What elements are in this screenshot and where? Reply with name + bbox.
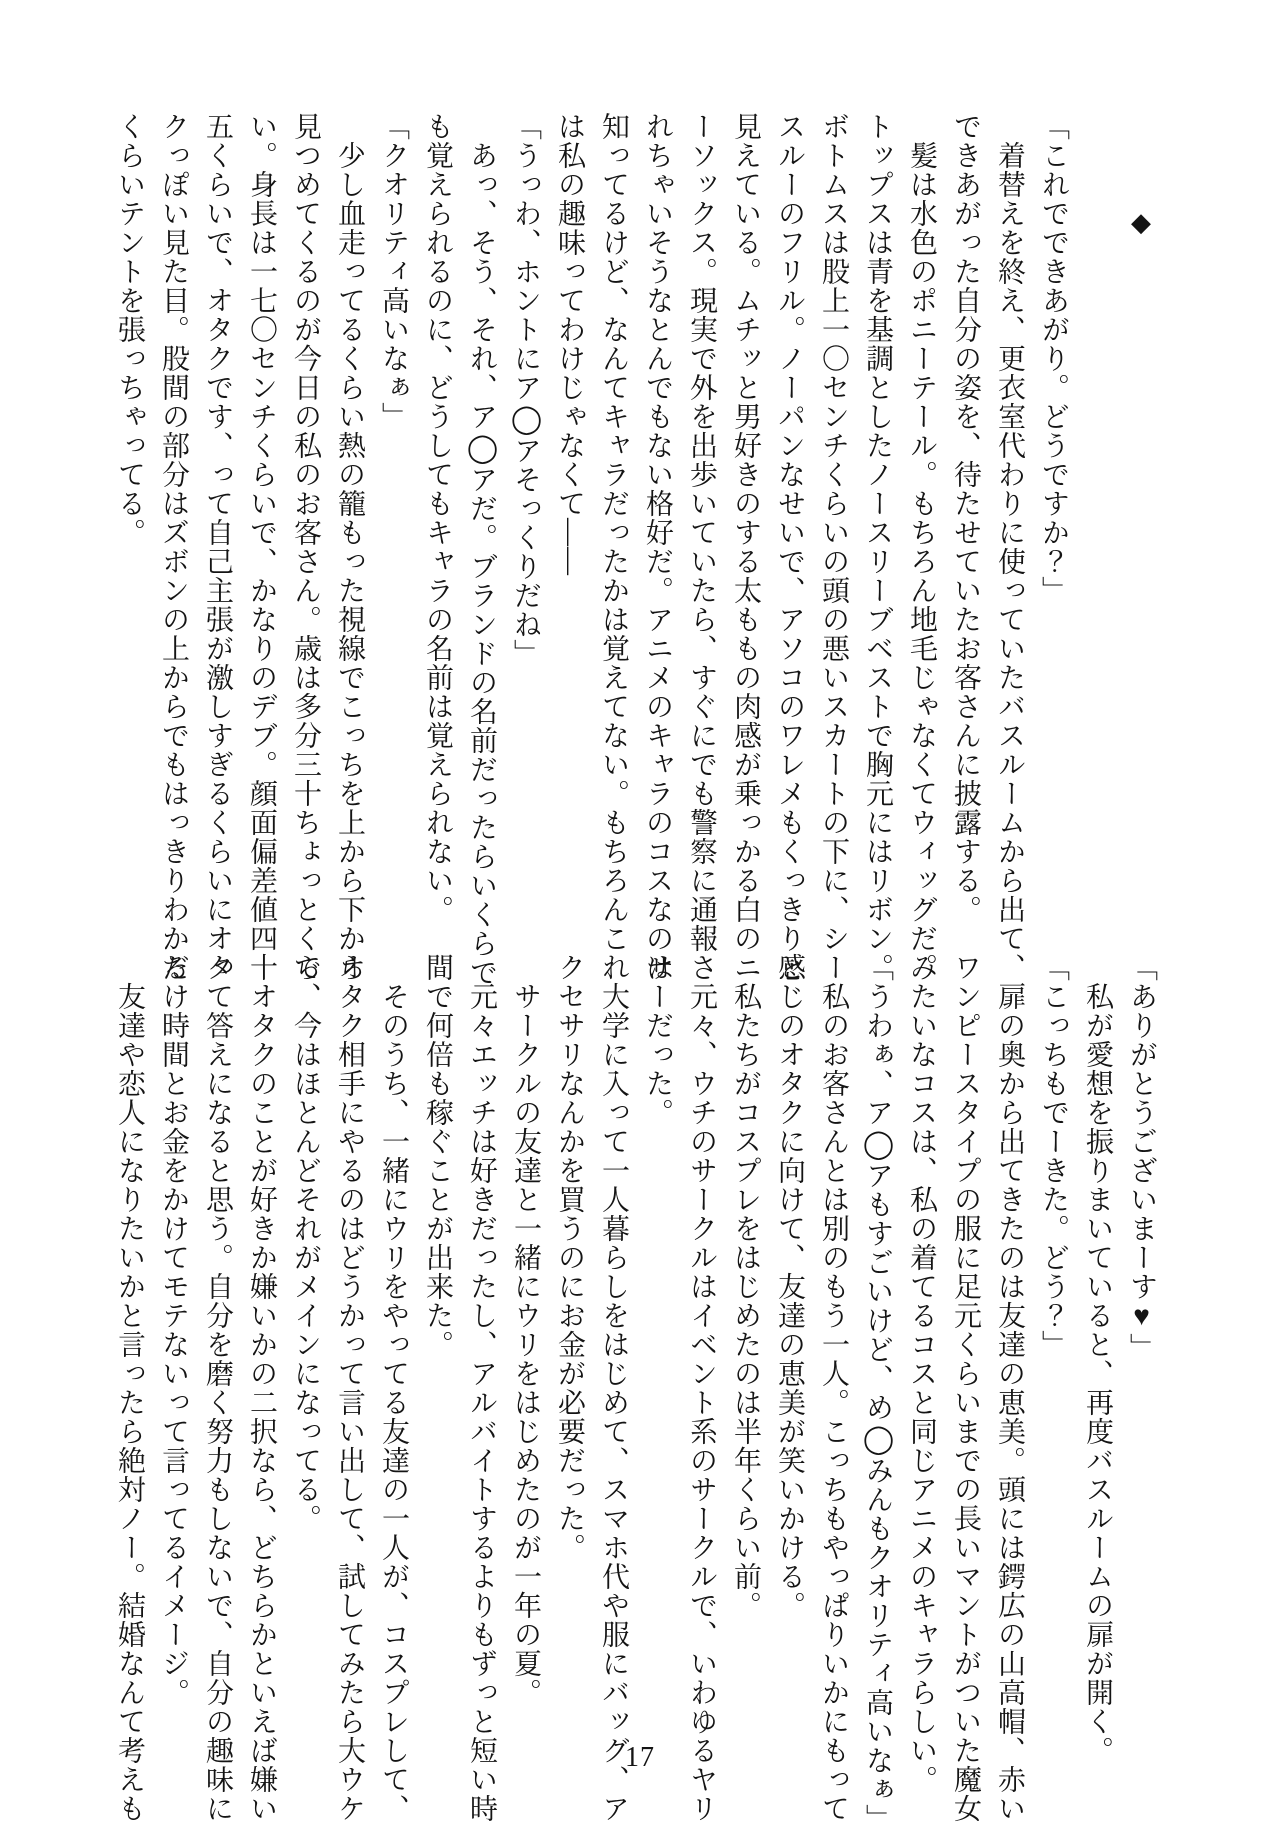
text-line: 友達や恋人になりたいかと言ったら絶対ノー。結婚なんて考えも [114,953,145,1823]
text-line: 「うわぁ、ア◯アもすごいけど、め◯みんもクオリティ高いなぁ」 [862,953,893,1833]
text-line: 私が愛想を振りまいていると、再度バスルームの扉が開く。 [1082,953,1113,1765]
text-line: は私の趣味ってわけじゃなくて―― [554,112,585,576]
top-text-block [107,112,1163,987]
text-line: みたいなコスは、私の着てるコスと同じアニメのキャラらしい。 [906,953,937,1794]
text-line: 「クオリティ高いなぁ」 [378,112,409,431]
text-line: サークルの友達と一緒にウリをはじめたのが一年の夏。 [510,953,541,1707]
text-line: で、今はほとんどそれがメインになってる。 [290,953,321,1533]
text-line: 感じのオタクに向けて、友達の恵美が笑いかける。 [774,953,805,1620]
text-line: できあがった自分の姿を、待たせていたお客さんに披露する。 [950,112,981,924]
text-line: 着替えを終え、更衣室代わりに使っていたバスルームから出て、 [994,112,1025,982]
text-line: あっ、そう、それ、ア◯アだ。ブランドの名前だったらいくらで [466,112,497,987]
text-line: サーだった。 [642,953,673,1127]
text-line: クっぽい見た目。股間の部分はズボンの上からでもはっきりわかる [158,112,189,982]
text-line: 見えている。ムチッと男好きのする太ももの肉感が乗っかる白のニ [730,112,761,982]
text-line: れちゃいそうなとんでもない格好だ。アニメのキャラのコスなのは [642,112,673,982]
text-line: 五くらいで、オタクです、って自己主張が激しすぎるくらいにオタ [202,112,233,982]
text-line: ワンピースタイプの服に足元くらいまでの長いマントがついた魔女 [950,953,981,1823]
text-line: そのうち、一緒にウリをやってる友達の一人が、コスプレして、 [378,953,409,1823]
text-line: 「ありがとうございまーす♥」 [1126,953,1157,1362]
text-line: ーソックス。現実で外を出歩いていたら、すぐにでも警察に通報さ [686,112,717,982]
text-line: 髪は水色のポニーテール。もちろん地毛じゃなくてウィッグだ。 [906,112,937,982]
text-line: だけ時間とお金をかけてモテないって言ってるイメージ。 [158,953,189,1707]
text-line: も覚えられるのに、どうしてもキャラの名前は覚えられない。 [422,112,453,924]
text-line: 知ってるけど、なんてキャラだったかは覚えてない。もちろんこれ [598,112,629,982]
text-line: 「これでできあがり。どうですか？」 [1038,112,1069,605]
text-line: 扉の奥から出てきたのは友達の恵美。頭には鍔広の山高帽、赤い [994,953,1025,1823]
diamond-divider-icon: ◆ [1127,208,1156,238]
section-divider-line [1119,112,1163,957]
text-line: オタクのことが好きか嫌いかの二択なら、どちらかといえば嫌い [246,953,277,1823]
text-line: 元々、ウチのサークルはイベント系のサークルで、いわゆるヤリ [686,953,717,1823]
text-line: ボトムスは股上一〇センチくらいの頭の悪いスカートの下に、シー [818,112,849,982]
text-line: トップスは青を基調としたノースリーブベストで胸元にはリボン。 [862,112,893,982]
page-number: 17 [625,1742,655,1773]
text-line: 私のお客さんとは別のもう一人。こっちもやっぱりいかにもって [818,953,849,1823]
text-line: い。身長は一七〇センチくらいで、かなりのデブ。顔面偏差値四十 [246,112,277,982]
text-line: って答えになると思う。自分を磨く努力もしないで、自分の趣味に [202,953,233,1823]
text-line: 見つめてくるのが今日の私のお客さん。歳は多分三十ちょっとくら [290,112,321,982]
text-line: 「こっちもでーきた。どう？」 [1038,953,1069,1359]
text-line: 「うっわ、ホントにア◯アそっくりだね」 [510,112,541,668]
text-line: くらいテントを張っちゃってる。 [114,112,145,547]
text-line: 元々エッチは好きだったし、アルバイトするよりもずっと短い時 [466,953,497,1823]
text-line: 私たちがコスプレをはじめたのは半年くらい前。 [730,953,761,1620]
text-line: クセサリなんかを買うのにお金が必要だった。 [554,953,585,1562]
text-line: 大学に入って一人暮らしをはじめて、スマホ代や服にバッグ、ア [598,953,629,1823]
text-line: 少し血走ってるくらい熱の籠もった視線でこっちを上から下から [334,112,365,982]
text-line: スルーのフリル。ノーパンなせいで、アソコのワレメもくっきりと [774,112,805,982]
text-line: 間で何倍も稼ぐことが出来た。 [422,953,453,1359]
text-line: オタク相手にやるのはどうかって言い出して、試してみたら大ウケ [334,953,365,1823]
